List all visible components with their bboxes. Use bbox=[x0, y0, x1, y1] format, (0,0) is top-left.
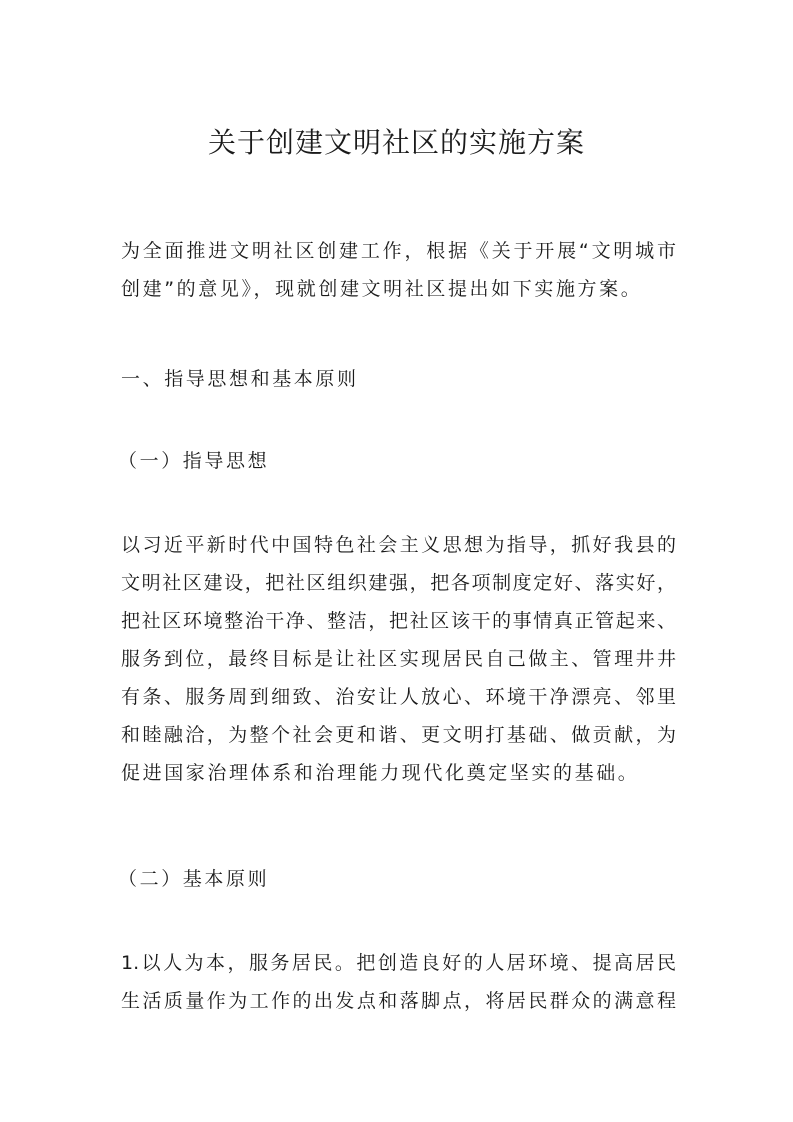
guiding-line-4: 服务到位，最终目标是让社区实现居民自己做主、管理井井 bbox=[121, 648, 676, 670]
guiding-line-2: 文明社区建设，把社区组织建强，把各项制度定好、落实好， bbox=[121, 572, 676, 594]
guiding-line-7: 促进国家治理体系和治理能力现代化奠定坚实的基础。 bbox=[121, 762, 640, 784]
subsection-2-heading: （二）基本原则 bbox=[118, 868, 270, 890]
guiding-line-3: 把社区环境整治干净、整洁，把社区该干的事情真正管起来、 bbox=[121, 610, 676, 632]
guiding-line-6: 和睦融洽，为整个社会更和谐、更文明打基础、做贡献，为 bbox=[121, 724, 676, 746]
principle-1-paragraph bbox=[121, 944, 676, 1020]
document-title: 关于创建文明社区的实施方案 bbox=[207, 126, 585, 159]
section-1-heading: 一、指导思想和基本原则 bbox=[121, 368, 359, 390]
subsection-1-heading: （一）指导思想 bbox=[118, 450, 270, 472]
guiding-line-1: 以习近平新时代中国特色社会主义思想为指导，抓好我县的 bbox=[121, 534, 676, 556]
intro-line-2: 创建”的意见》，现就创建文明社区提出如下实施方案。 bbox=[121, 278, 643, 300]
intro-line-1: 为全面推进文明社区创建工作，根据《关于开展“文明城市 bbox=[121, 240, 676, 262]
intro-paragraph bbox=[121, 232, 676, 308]
guiding-line-5: 有条、服务周到细致、治安让人放心、环境干净漂亮、邻里 bbox=[121, 686, 676, 708]
principle-1-line-2: 生活质量作为工作的出发点和落脚点，将居民群众的满意程 bbox=[121, 990, 676, 1012]
principle-1-line-1: 1.以人为本，服务居民。把创造良好的人居环境、提高居民 bbox=[121, 952, 676, 974]
guiding-thought-paragraph bbox=[121, 526, 676, 792]
